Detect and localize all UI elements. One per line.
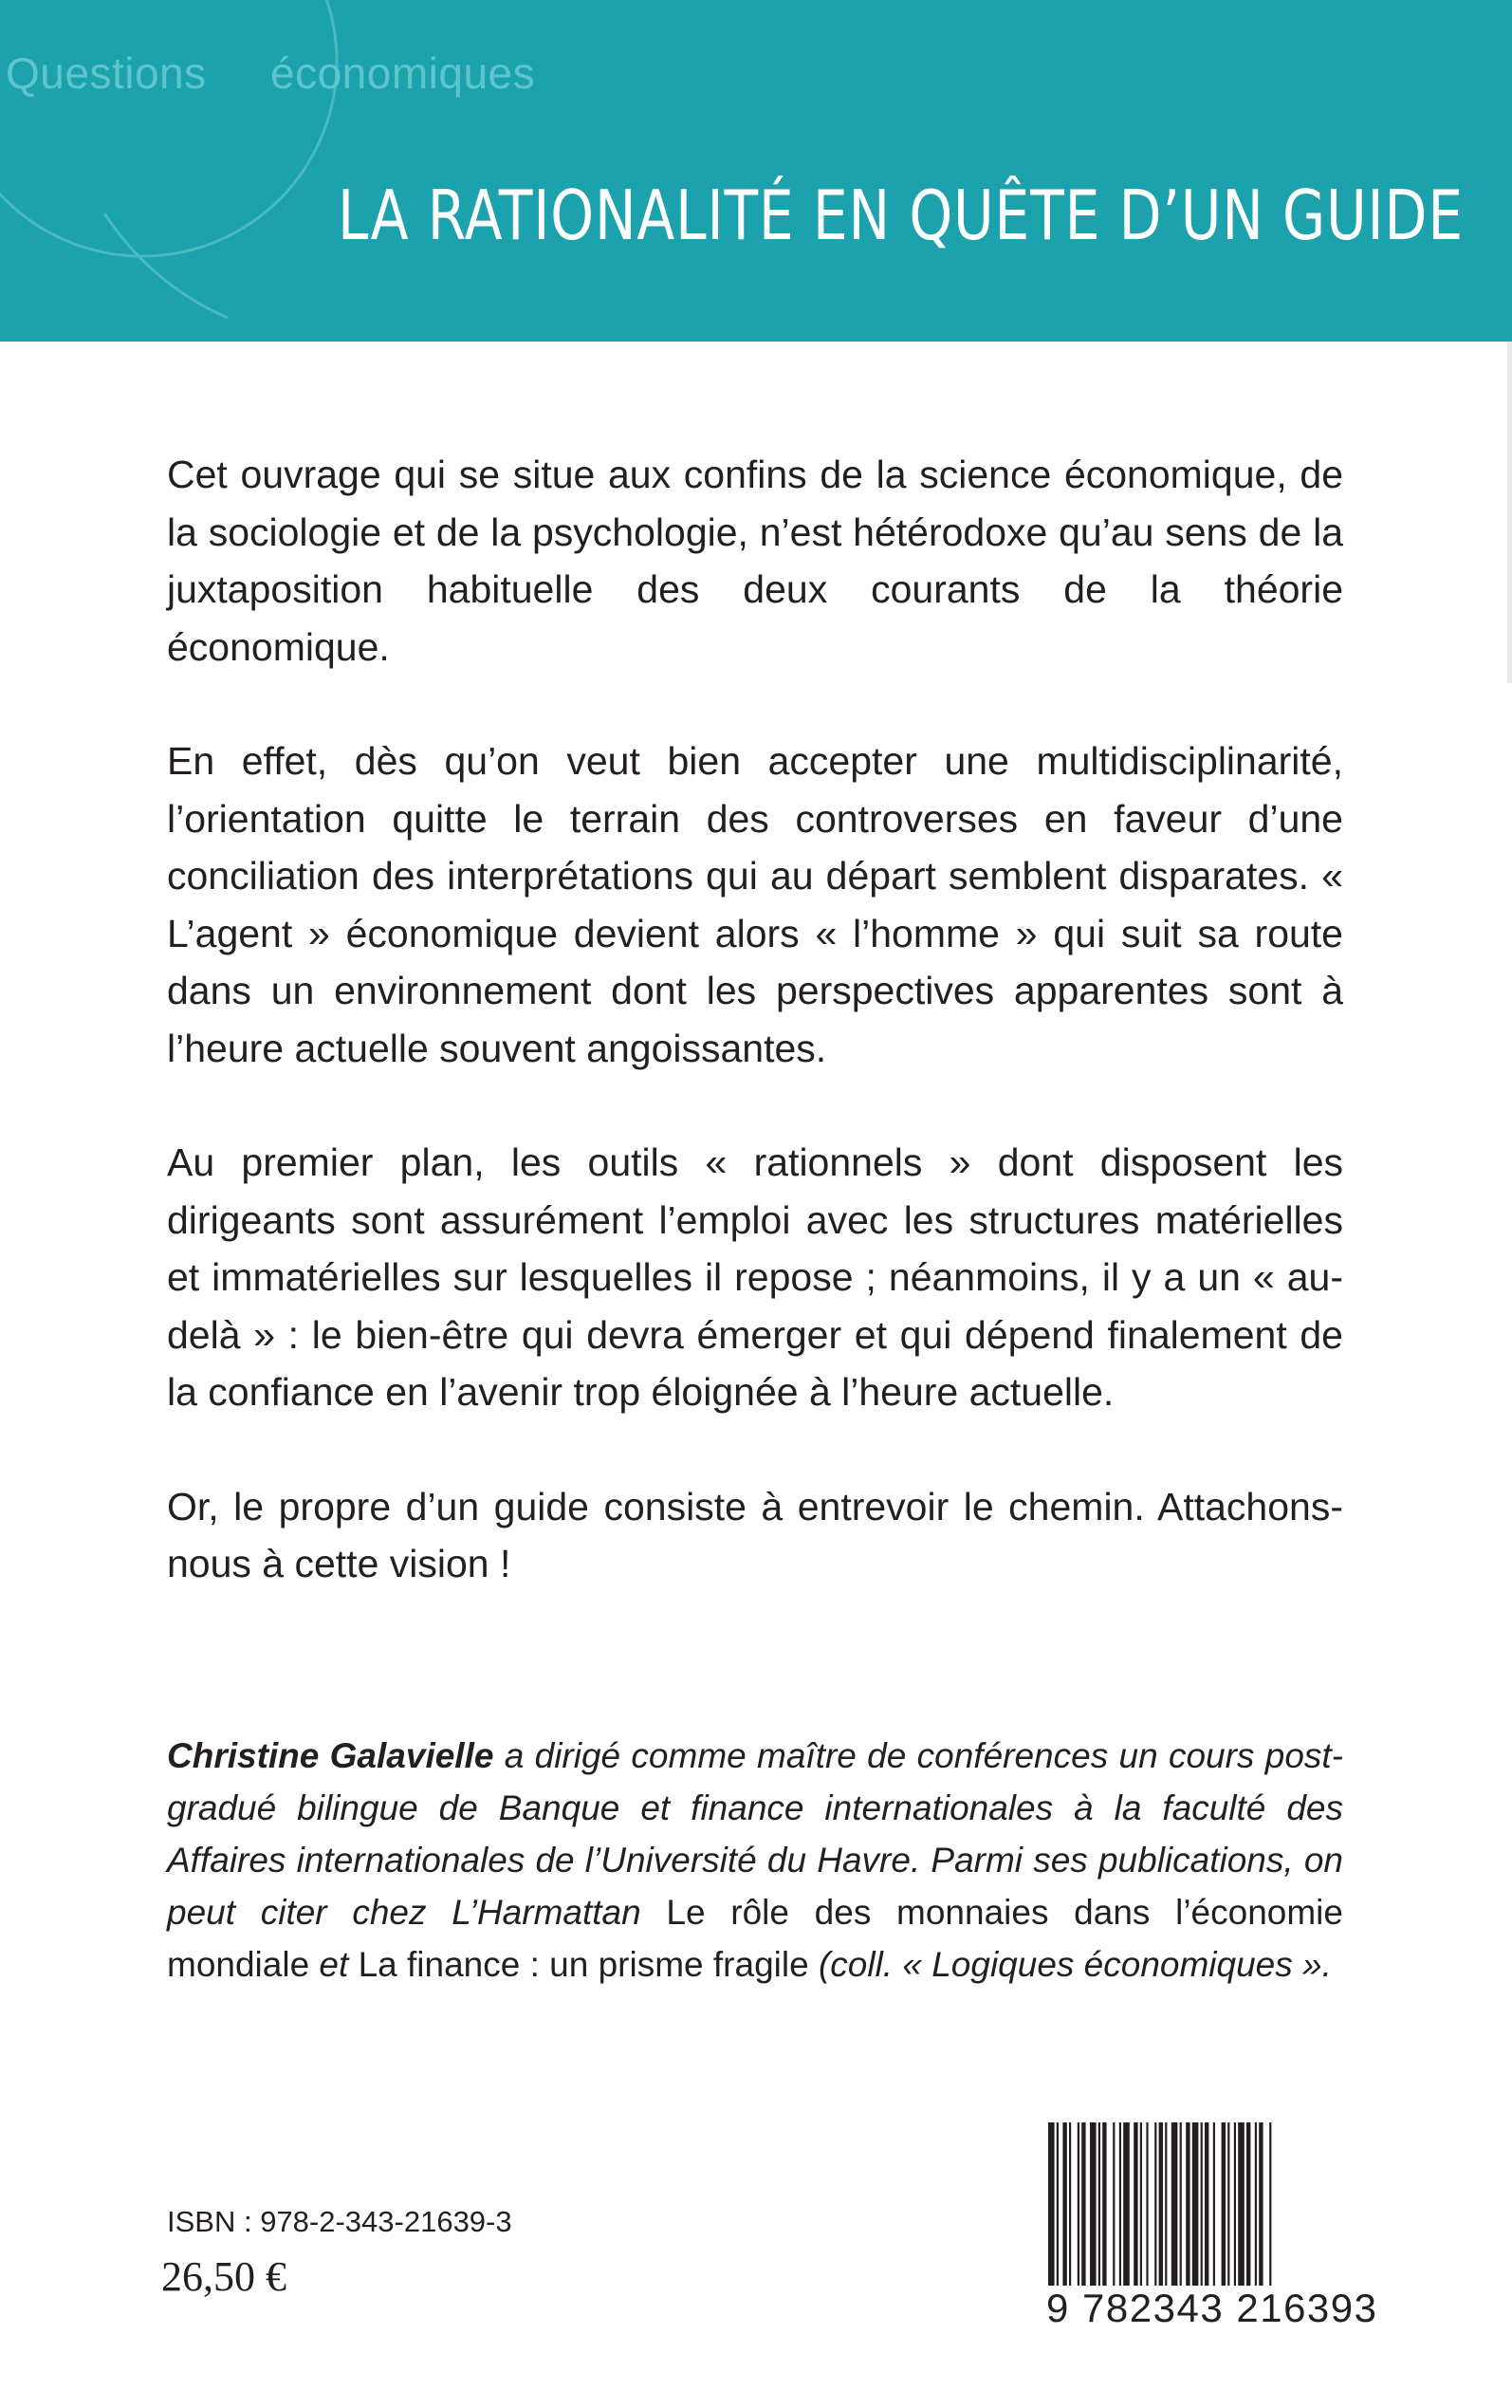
barcode-bar xyxy=(1165,2122,1167,2293)
barcode-bar xyxy=(1192,2122,1199,2293)
header-band xyxy=(0,0,1512,342)
barcode-bar xyxy=(1234,2122,1236,2293)
bio-collection: (coll. « Logiques économiques ». xyxy=(808,1945,1332,1984)
back-cover-summary xyxy=(167,446,1343,1650)
barcode-bar xyxy=(1048,2122,1055,2293)
barcode-bar xyxy=(1259,2122,1263,2293)
barcode-bar xyxy=(1269,2122,1271,2293)
barcode-bar xyxy=(1154,2122,1156,2293)
barcode-bar xyxy=(1062,2122,1066,2293)
barcode-bar xyxy=(1180,2122,1182,2293)
author-name: Christine Galavielle xyxy=(167,1736,494,1775)
barcode-bar xyxy=(1238,2122,1245,2293)
summary-paragraph-1: Cet ouvrage qui se situe aux confins de la science économique, de la sociologie et de la psychologie, n’est hétérodoxe qu’au sens de la juxtaposition habituelle des deux courants de la théorie économique. xyxy=(167,453,1343,669)
barcode-bar xyxy=(1081,2122,1085,2293)
series-name-part-1: Questions xyxy=(6,48,207,98)
barcode-bar xyxy=(1213,2122,1215,2293)
barcode-bar xyxy=(1119,2122,1121,2293)
barcode-bar xyxy=(1227,2122,1229,2293)
bio-conjunction: et xyxy=(309,1945,359,1984)
barcode-bar xyxy=(1057,2122,1059,2293)
barcode-bar xyxy=(1090,2122,1097,2293)
barcode xyxy=(1046,2122,1378,2333)
summary-paragraph-3: Au premier plan, les outils « rationnels » dont disposent les dirigeants sont assurément l’emploi avec les structures matérielles et immatérielles sur lesquelles il repose ; néanmoins, il y a un « au-delà » : le bien-être qui devra émerger et qui dépend finalement de la confiance en l’avenir trop éloignée à l’heure actuelle. xyxy=(167,1140,1343,1414)
barcode-bar xyxy=(1255,2122,1257,2293)
q-logo-ring xyxy=(0,0,337,256)
barcode-bar xyxy=(1171,2122,1178,2293)
barcode-bar xyxy=(1222,2122,1226,2293)
isbn: ISBN : 978-2-343-21639-3 xyxy=(167,2205,512,2238)
author-bio xyxy=(167,1730,1343,1991)
barcode-digits: 9 782343 216393 xyxy=(1046,2286,1378,2330)
barcode-bar xyxy=(1069,2122,1071,2293)
barcode-bar xyxy=(1186,2122,1189,2293)
barcode-bar xyxy=(1205,2122,1208,2293)
barcode-bar xyxy=(1146,2122,1148,2293)
bio-text: a dirigé comme maître de conférences un cours post-gradué bilingue de Banque et finance internationales à la faculté des Affaires internationales de l’Université du Havre. Parmi ses publications, on peut citer chez L’Harmattan xyxy=(167,1736,1343,1932)
barcode-bar xyxy=(1201,2122,1203,2293)
barcode-bar xyxy=(1078,2122,1079,2293)
bio-book-title-2: La finance : un prisme fragile xyxy=(358,1945,809,1984)
barcode-bar xyxy=(1098,2122,1100,2293)
series-name-part-2: économiques xyxy=(270,48,536,98)
barcode-bar xyxy=(1159,2122,1163,2293)
summary-paragraph-2: En effet, dès qu’on veut bien accepter une multidisciplinarité, l’orientation quitte le terrain des controverses en faveur d’une conciliation des interprétations qui au départ semblent disparates. « L’agent » économique devient alors « l’homme » qui suit sa route dans un environnement dont les perspectives apparentes sont à l’heure actuelle souvent angoissantes. xyxy=(167,739,1343,1070)
bio-book-title-1: Le rôle des monnaies dans l’économie mondiale xyxy=(167,1893,1343,1984)
barcode-bar xyxy=(1102,2122,1106,2293)
barcode-bar xyxy=(1134,2122,1137,2293)
summary-paragraph-4: Or, le propre d’un guide consiste à entrevoir le chemin. Attachons-nous à cette vision ! xyxy=(167,1484,1343,1585)
barcode-bar xyxy=(1123,2122,1130,2293)
book-title: LA RATIONALITÉ EN QUÊTE D’UN GUIDE xyxy=(338,176,1464,255)
barcode-bars-icon xyxy=(1046,2122,1328,2293)
barcode-bar xyxy=(1113,2122,1115,2293)
q-logo-tail xyxy=(104,213,228,318)
barcode-bar xyxy=(1140,2122,1142,2293)
edge-shadow xyxy=(1507,342,1512,683)
price: 26,50 € xyxy=(161,2253,286,2300)
barcode-bar xyxy=(1246,2122,1250,2293)
